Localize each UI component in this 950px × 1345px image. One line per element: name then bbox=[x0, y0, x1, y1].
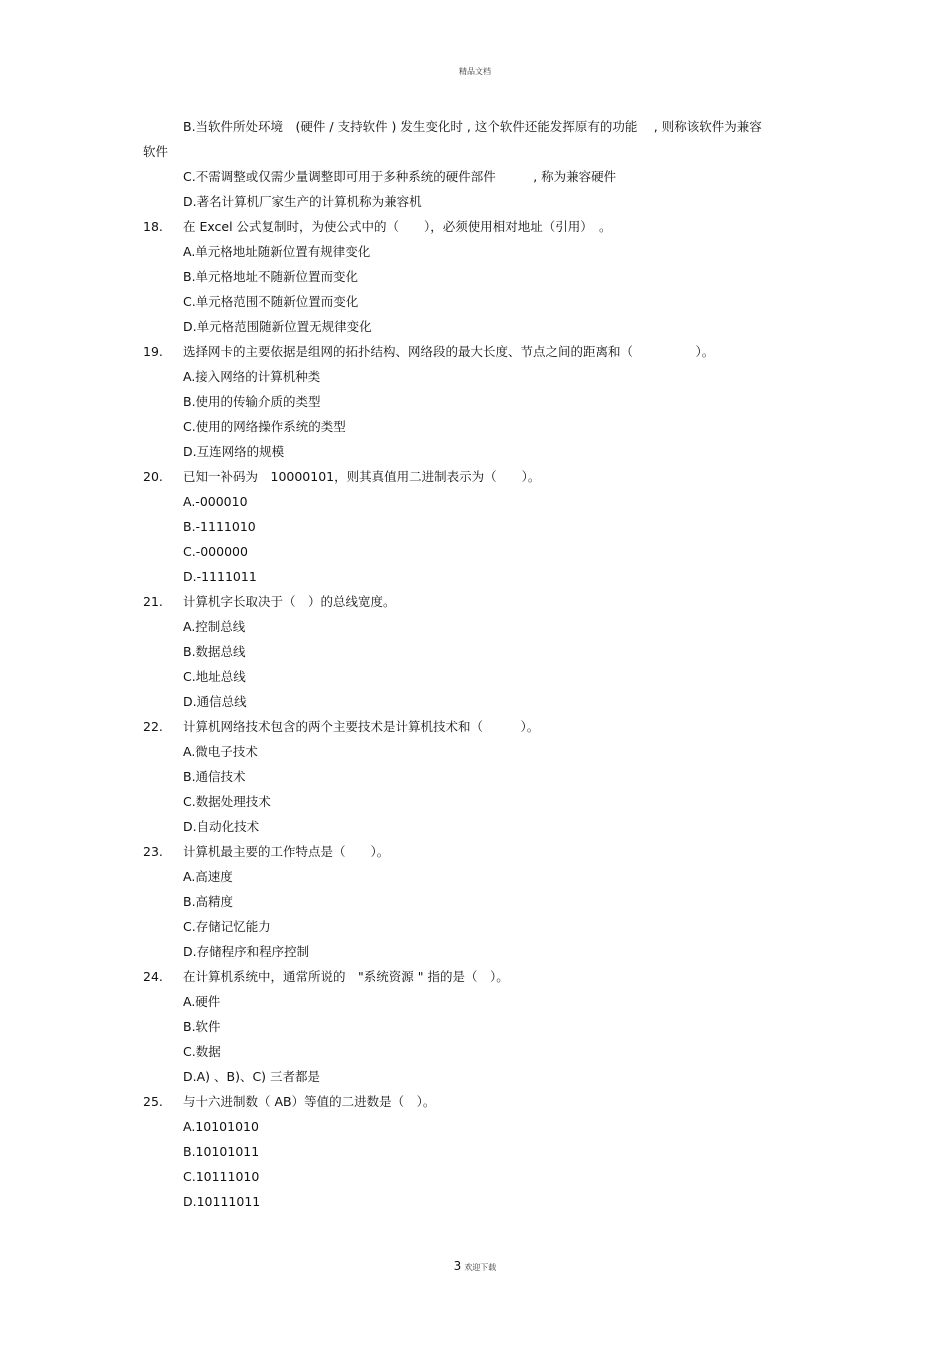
question-text: 选择网卡的主要依据是组网的拓扑结构、网络段的最大长度、节点之间的距离和（ ）。 bbox=[183, 344, 715, 359]
answer-option: A.-000010 bbox=[183, 494, 248, 509]
answer-option: A.高速度 bbox=[183, 869, 233, 884]
answer-option: D.自动化技术 bbox=[183, 819, 260, 834]
question-text: 与十六进制数（ AB）等值的二进数是（ ）。 bbox=[183, 1094, 436, 1109]
question-number: 24. bbox=[143, 969, 163, 984]
question-text: 在 Excel 公式复制时，为使公式中的（ ），必须使用相对地址（引用） 。 bbox=[183, 219, 612, 234]
question-18 bbox=[143, 216, 803, 241]
question-text: 计算机最主要的工作特点是（ ）。 bbox=[183, 844, 390, 859]
answer-option: D.单元格范围随新位置无规律变化 bbox=[183, 319, 372, 334]
answer-option: B.-1111010 bbox=[183, 519, 256, 534]
page-footer bbox=[0, 1259, 950, 1273]
answer-option: B.高精度 bbox=[183, 894, 234, 909]
answer-option: D.-1111011 bbox=[183, 569, 257, 584]
answer-option: A.微电子技术 bbox=[183, 744, 258, 759]
page-header: 精品文档 bbox=[459, 67, 491, 76]
document-body bbox=[143, 116, 803, 1216]
answer-option: C.10111010 bbox=[183, 1169, 260, 1184]
footer-text: 欢迎下载 bbox=[464, 1263, 497, 1272]
option-b-line2: 软件 bbox=[143, 144, 169, 159]
question-24 bbox=[143, 966, 803, 991]
question-text: 计算机网络技术包含的两个主要技术是计算机技术和（ ）。 bbox=[183, 719, 540, 734]
answer-option: C.数据处理技术 bbox=[183, 794, 271, 809]
question-20 bbox=[143, 466, 803, 491]
answer-option: D.通信总线 bbox=[183, 694, 247, 709]
option-c: C.不需调整或仅需少量调整即可用于多种系统的硬件部件 , 称为兼容硬件 bbox=[183, 169, 617, 184]
answer-option: B.数据总线 bbox=[183, 644, 246, 659]
answer-option: D.互连网络的规模 bbox=[183, 444, 285, 459]
question-list bbox=[143, 216, 803, 1216]
question-22 bbox=[143, 716, 803, 741]
answer-option: B.使用的传输介质的类型 bbox=[183, 394, 321, 409]
question-text: 已知一补码为 10000101，则其真值用二进制表示为（ ）。 bbox=[183, 469, 541, 484]
question-number: 18. bbox=[143, 219, 163, 234]
answer-option: C.存储记忆能力 bbox=[183, 919, 271, 934]
answer-option: C.使用的网络操作系统的类型 bbox=[183, 419, 346, 434]
answer-option: C.单元格范围不随新位置而变化 bbox=[183, 294, 359, 309]
answer-option: A.单元格地址随新位置有规律变化 bbox=[183, 244, 371, 259]
question-19 bbox=[143, 341, 803, 366]
answer-option: C.-000000 bbox=[183, 544, 248, 559]
answer-option: B.通信技术 bbox=[183, 769, 246, 784]
question-number: 23. bbox=[143, 844, 163, 859]
option-d: D.著名计算机厂家生产的计算机称为兼容机 bbox=[183, 194, 422, 209]
question-text: 在计算机系统中，通常所说的 "系统资源 " 指的是（ ）。 bbox=[183, 969, 509, 984]
answer-option: A.10101010 bbox=[183, 1119, 259, 1134]
answer-option: D.存储程序和程序控制 bbox=[183, 944, 310, 959]
option-b-line1: B.当软件所处环境 (硬件 / 支持软件 ) 发生变化时 , 这个软件还能发挥原有的功能 , 则称该软件为兼容 bbox=[183, 119, 762, 134]
answer-option: B.单元格地址不随新位置而变化 bbox=[183, 269, 359, 284]
question-25 bbox=[143, 1091, 803, 1116]
answer-option: B.10101011 bbox=[183, 1144, 260, 1159]
question-23 bbox=[143, 841, 803, 866]
question-number: 19. bbox=[143, 344, 163, 359]
question-text: 计算机字长取决于（ ）的总线宽度。 bbox=[183, 594, 396, 609]
answer-option: D.A) 、B)、C) 三者都是 bbox=[183, 1069, 321, 1084]
answer-option: A.控制总线 bbox=[183, 619, 246, 634]
question-number: 21. bbox=[143, 594, 163, 609]
answer-option: D.10111011 bbox=[183, 1194, 261, 1209]
question-number: 20. bbox=[143, 469, 163, 484]
question-21 bbox=[143, 591, 803, 616]
answer-option: C.数据 bbox=[183, 1044, 221, 1059]
answer-option: A.硬件 bbox=[183, 994, 221, 1009]
page-number: 3 bbox=[453, 1259, 462, 1273]
question-number: 22. bbox=[143, 719, 163, 734]
question-number: 25. bbox=[143, 1094, 163, 1109]
answer-option: B.软件 bbox=[183, 1019, 221, 1034]
answer-option: C.地址总线 bbox=[183, 669, 246, 684]
answer-option: A.接入网络的计算机种类 bbox=[183, 369, 321, 384]
